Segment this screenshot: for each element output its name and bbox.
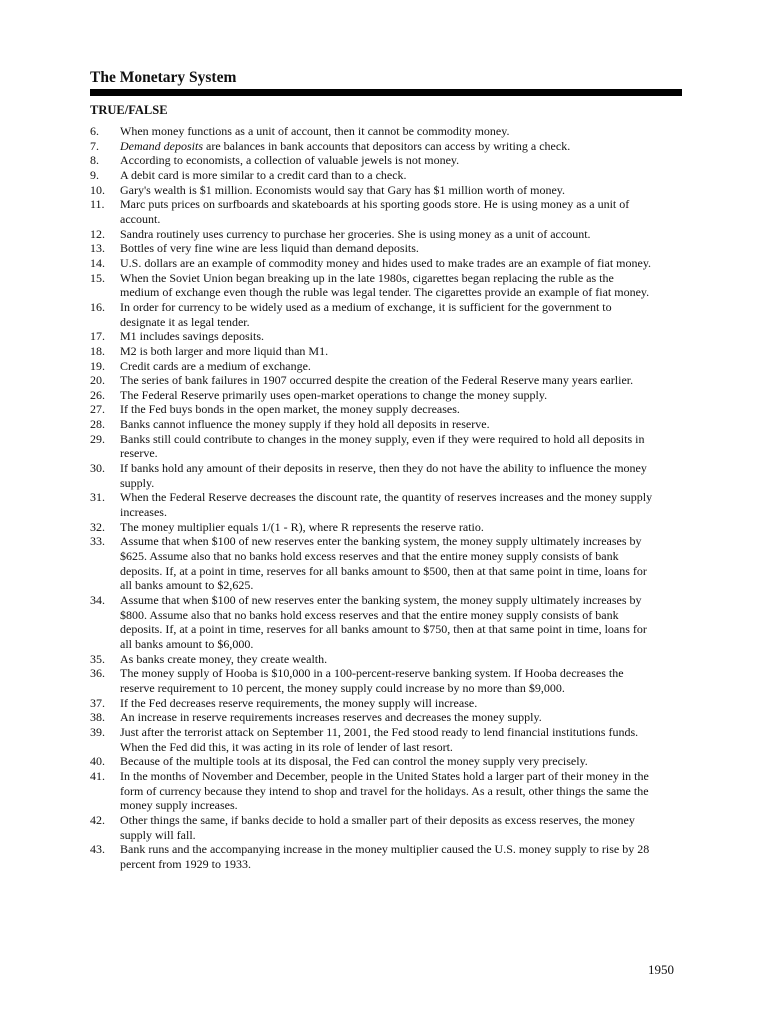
- question-number: 7.: [90, 138, 99, 153]
- question-number: 35.: [90, 651, 105, 666]
- question-item: [90, 520, 682, 535]
- question-number: 18.: [90, 343, 105, 358]
- question-text: [120, 183, 682, 198]
- question-number: 43.: [90, 842, 105, 857]
- question-text: [120, 329, 682, 344]
- question-line: Credit cards are a medium of exchange.: [120, 358, 311, 373]
- question-line: Bottles of very fine wine are less liquid than demand deposits.: [120, 241, 419, 256]
- question-number: 41.: [90, 768, 105, 783]
- question-line: increases.: [120, 505, 167, 520]
- question-item: [90, 696, 682, 711]
- question-line: The money multiplier equals 1/(1 - R), where R represents the reserve ratio.: [120, 519, 484, 534]
- question-item: [90, 139, 682, 154]
- section-heading: TRUE/FALSE: [90, 103, 168, 117]
- question-text: [120, 520, 682, 535]
- question-number: 17.: [90, 329, 105, 344]
- question-line: The Federal Reserve primarily uses open-market operations to change the money supply.: [120, 387, 548, 402]
- question-text: [120, 388, 682, 403]
- question-line: account.: [120, 211, 161, 226]
- question-list: [90, 124, 682, 871]
- question-line: Banks still could contribute to changes in the money supply, even if they were required to hold all deposits in: [120, 431, 645, 446]
- question-number: 38.: [90, 710, 105, 725]
- question-number: 29.: [90, 431, 105, 446]
- question-text: [120, 168, 682, 183]
- question-number: 13.: [90, 241, 105, 256]
- question-text: [120, 373, 682, 388]
- question-line: supply.: [120, 475, 155, 490]
- question-item: [90, 373, 682, 388]
- question-line: percent from 1929 to 1933.: [120, 856, 251, 871]
- question-item: [90, 842, 682, 871]
- question-item: [90, 329, 682, 344]
- question-item: [90, 227, 682, 242]
- question-line: A debit card is more similar to a credit card than to a check.: [120, 167, 407, 182]
- question-text: [120, 227, 682, 242]
- question-item: [90, 593, 682, 652]
- question-number: 42.: [90, 812, 105, 827]
- question-item: [90, 813, 682, 842]
- question-number: 26.: [90, 387, 105, 402]
- question-number: 31.: [90, 490, 105, 505]
- question-line: The series of bank failures in 1907 occurred despite the creation of the Federal Reserve many years earlier.: [120, 373, 634, 388]
- question-item: [90, 534, 682, 593]
- question-line: Assume that when $100 of new reserves enter the banking system, the money supply ultimately increases by: [120, 534, 642, 549]
- question-text: [120, 139, 682, 154]
- question-number: 6.: [90, 124, 99, 138]
- question-number: 16.: [90, 299, 105, 314]
- question-text: [120, 842, 682, 871]
- question-line: Marc puts prices on surfboards and skateboards at his sporting goods store. He is using money as a unit of: [120, 197, 630, 212]
- question-text: [120, 813, 682, 842]
- question-line: If banks hold any amount of their deposits in reserve, then they do not have the ability to influence the money: [120, 461, 647, 476]
- question-item: [90, 769, 682, 813]
- page-number: 1950: [648, 962, 674, 977]
- question-line: reserve.: [120, 446, 158, 461]
- question-line: When the Federal Reserve decreases the discount rate, the quantity of reserves increases and the money supply: [120, 490, 653, 505]
- question-line: In order for currency to be widely used as a medium of exchange, it is sufficient for the government to: [120, 299, 612, 314]
- question-item: [90, 271, 682, 300]
- question-item: [90, 432, 682, 461]
- question-text: [120, 769, 682, 813]
- question-item: [90, 754, 682, 769]
- question-line: form of currency because they intend to shop and travel for the holidays. As a result, other things the same the: [120, 783, 649, 798]
- question-item: [90, 666, 682, 695]
- question-number: 14.: [90, 255, 105, 270]
- question-line: $625. Assume also that no banks hold excess reserves and that the entire money supply consists of bank: [120, 549, 619, 564]
- question-text: [120, 710, 682, 725]
- question-line: Because of the multiple tools at its disposal, the Fed can control the money supply very precisely.: [120, 754, 588, 769]
- question-line: $800. Assume also that no banks hold excess reserves and that the entire money supply consists of bank: [120, 607, 619, 622]
- question-text: [120, 754, 682, 769]
- question-number: 36.: [90, 666, 105, 681]
- question-text: [120, 359, 682, 374]
- question-item: [90, 652, 682, 667]
- question-item: [90, 725, 682, 754]
- question-item: [90, 197, 682, 226]
- question-line: Bank runs and the accompanying increase in the money multiplier caused the U.S. money supply to rise by 28: [120, 842, 650, 857]
- question-text: [120, 197, 682, 226]
- question-number: 19.: [90, 358, 105, 373]
- question-item: [90, 461, 682, 490]
- question-line: Assume that when $100 of new reserves enter the banking system, the money supply ultimately increases by: [120, 593, 642, 607]
- question-italic-term: Demand deposits: [120, 138, 203, 153]
- question-number: 28.: [90, 417, 105, 432]
- question-line: reserve requirement to 10 percent, the money supply could increase by no more than $9,000.: [120, 680, 565, 695]
- question-text: [120, 271, 682, 300]
- question-line: Other things the same, if banks decide to hold a smaller part of their deposits as excess reserves, the money: [120, 812, 635, 827]
- question-line: U.S. dollars are an example of commodity money and hides used to make trades are an example of fiat money.: [120, 255, 652, 270]
- question-item: [90, 168, 682, 183]
- question-line: deposits. If, at a point in time, reserves for all banks amount to $750, then at that same point in time, loans for: [120, 622, 647, 637]
- question-line: Banks cannot influence the money supply if they hold all deposits in reserve.: [120, 417, 490, 432]
- question-text: [120, 402, 682, 417]
- question-text: [120, 432, 682, 461]
- question-line: M2 is both larger and more liquid than M1.: [120, 343, 329, 358]
- question-number: 10.: [90, 182, 105, 197]
- document-page: [90, 68, 682, 871]
- question-text: [120, 725, 682, 754]
- question-number: 20.: [90, 373, 105, 388]
- question-line: If the Fed buys bonds in the open market, the money supply decreases.: [120, 402, 460, 417]
- question-item: [90, 256, 682, 271]
- question-line: If the Fed decreases reserve requirements, the money supply will increase.: [120, 695, 478, 710]
- question-line: As banks create money, they create wealth.: [120, 651, 328, 666]
- question-number: 32.: [90, 519, 105, 534]
- question-text: [120, 534, 682, 593]
- question-text: [120, 490, 682, 519]
- question-number: 39.: [90, 724, 105, 739]
- question-text: [120, 153, 682, 168]
- question-number: 37.: [90, 695, 105, 710]
- question-text: [120, 417, 682, 432]
- question-text: [120, 652, 682, 667]
- question-item: [90, 241, 682, 256]
- question-number: 9.: [90, 167, 99, 182]
- question-item: [90, 183, 682, 198]
- question-item: [90, 124, 682, 139]
- question-number: 27.: [90, 402, 105, 417]
- title-rule: [90, 89, 682, 96]
- question-text: [120, 124, 682, 139]
- question-line: deposits. If, at a point in time, reserves for all banks amount to $500, then at that same point in time, loans for: [120, 563, 647, 578]
- question-item: [90, 300, 682, 329]
- question-item: [90, 388, 682, 403]
- question-line: money supply increases.: [120, 798, 238, 813]
- question-line: When money functions as a unit of account, then it cannot be commodity money.: [120, 124, 510, 138]
- question-number: 30.: [90, 461, 105, 476]
- question-item: [90, 417, 682, 432]
- question-line: Sandra routinely uses currency to purchase her groceries. She is using money as a unit of account.: [120, 226, 591, 241]
- question-line: supply will fall.: [120, 827, 196, 842]
- question-line: The money supply of Hooba is $10,000 in a 100-percent-reserve banking system. If Hooba decreases the: [120, 666, 624, 681]
- question-line: When the Fed did this, it was acting in its role of lender of last resort.: [120, 739, 453, 754]
- question-item: [90, 490, 682, 519]
- question-line: designate it as legal tender.: [120, 314, 250, 329]
- question-number: 40.: [90, 754, 105, 769]
- question-line: Gary's wealth is $1 million. Economists would say that Gary has $1 million worth of money.: [120, 182, 565, 197]
- question-item: [90, 153, 682, 168]
- question-text: [120, 696, 682, 711]
- question-line: When the Soviet Union began breaking up in the late 1980s, cigarettes began replacing the ruble as the: [120, 270, 614, 285]
- question-text: [120, 666, 682, 695]
- question-line: An increase in reserve requirements increases reserves and decreases the money supply.: [120, 710, 542, 725]
- question-text: [120, 461, 682, 490]
- question-line: all banks amount to $6,000.: [120, 636, 254, 651]
- question-number: 34.: [90, 593, 105, 607]
- question-item: [90, 359, 682, 374]
- question-text: [120, 241, 682, 256]
- question-number: 33.: [90, 534, 105, 549]
- question-number: 15.: [90, 270, 105, 285]
- question-line: Just after the terrorist attack on September 11, 2001, the Fed stood ready to lend financial institutions funds.: [120, 724, 639, 739]
- question-item: [90, 710, 682, 725]
- question-text: [120, 300, 682, 329]
- question-item: [90, 344, 682, 359]
- question-line: all banks amount to $2,625.: [120, 578, 254, 593]
- page-title: The Monetary System: [90, 69, 237, 86]
- question-item: [90, 402, 682, 417]
- question-text: [120, 344, 682, 359]
- question-line: According to economists, a collection of valuable jewels is not money.: [120, 153, 460, 168]
- question-text: [120, 256, 682, 271]
- question-line: In the months of November and December, people in the United States hold a larger part of their money in the: [120, 768, 649, 783]
- question-number: 8.: [90, 153, 99, 168]
- question-line: M1 includes savings deposits.: [120, 329, 264, 344]
- question-number: 12.: [90, 226, 105, 241]
- question-line: medium of exchange even though the ruble was legal tender. The cigarettes provide an example of fiat money.: [120, 285, 650, 300]
- question-text: [120, 593, 682, 652]
- question-line: are balances in bank accounts that depositors can access by writing a check.: [203, 138, 571, 153]
- question-number: 11.: [90, 197, 105, 212]
